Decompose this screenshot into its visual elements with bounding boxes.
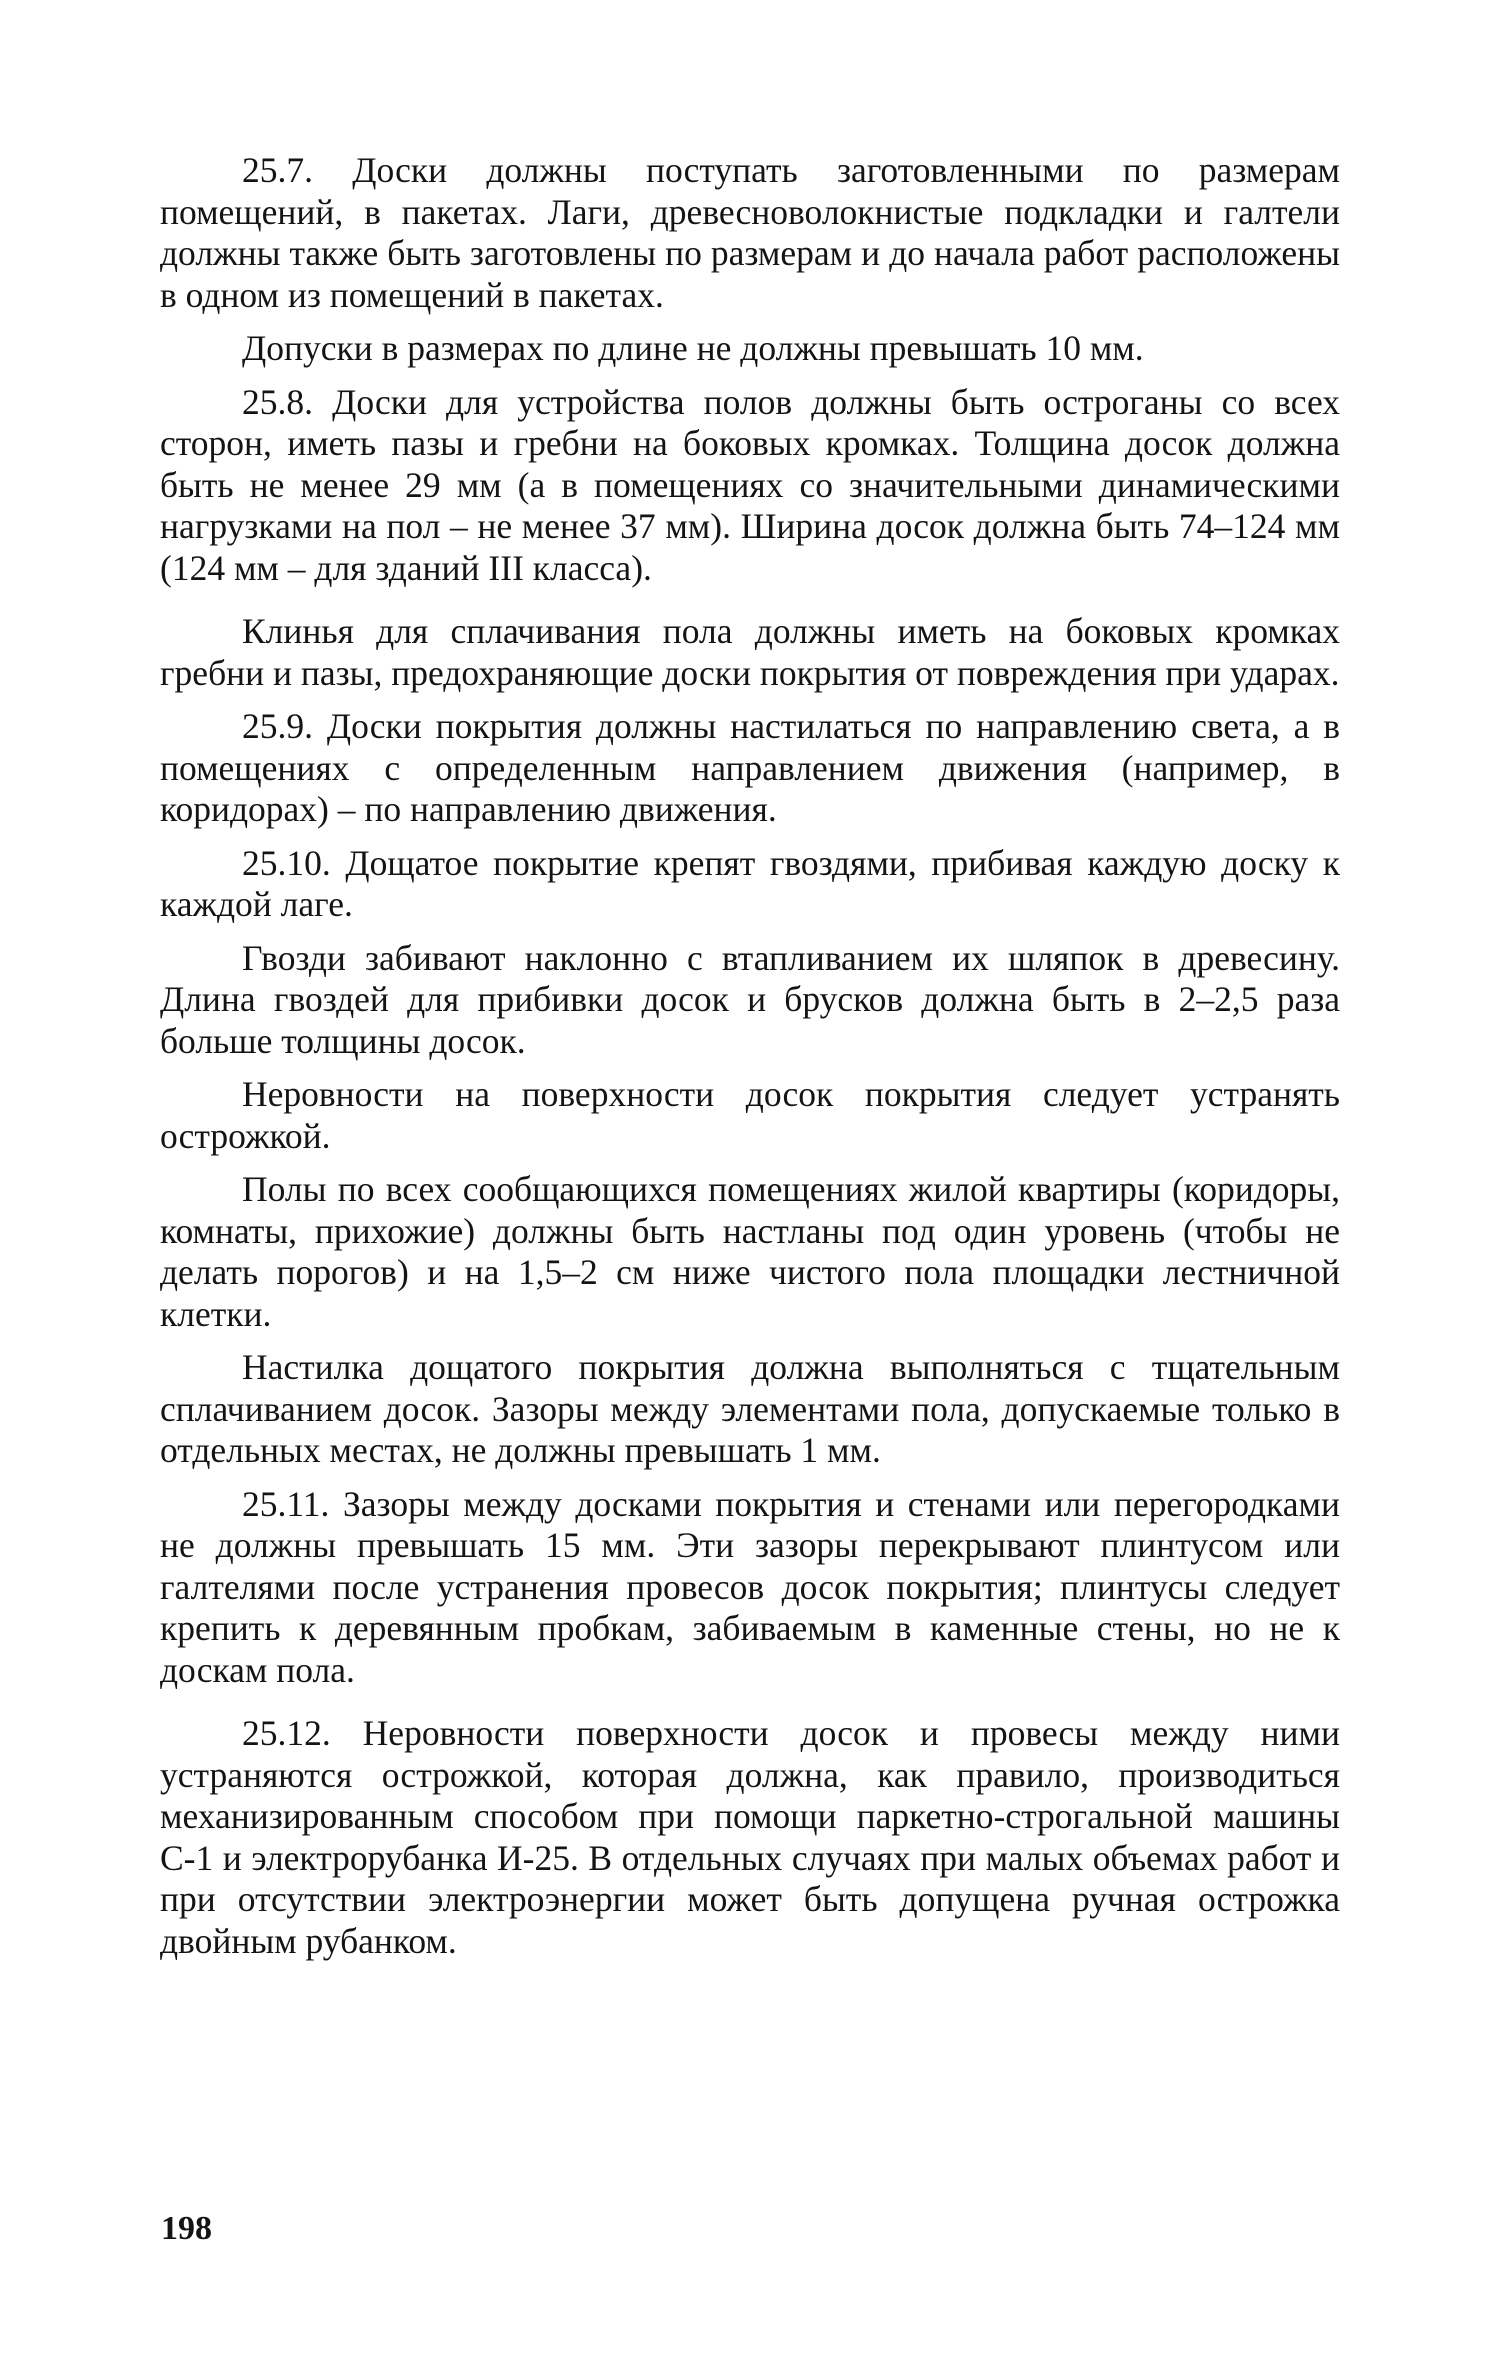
paragraph-25-12: 25.12. Неровности поверхности досок и провесы между ними устраняются острожкой, которая должна, как правило, производиться механизированным способом при помощи паркетно-строгальной машины С-1 и электрорубанка И-25. В отдельных случаях при малых объемах работ и при отсутствии электроэнергии может быть допущена ручная острожка двойным рубанком. (160, 1713, 1340, 1961)
page-number: 198 (161, 2210, 212, 2247)
paragraph-25-7: 25.7. Доски должны поступать заготовленными по размерам помещений, в пакетах. Лаги, древесноволокнистые подкладки и галтели должны также быть заготовлены по размерам и до начала работ расположены в одном из помещений в пакетах. (160, 150, 1340, 315)
paragraph-25-11: 25.11. Зазоры между досками покрытия и стенами или перегородками не должны превышать 15 мм. Эти зазоры перекрывают плинтусом или галтелями после устранения провесов досок покрытия; плинтусы следует крепить к деревянным пробкам, забиваемым в каменные стены, но не к доскам пола. (160, 1483, 1340, 1690)
paragraph-25-10: 25.10. Дощатое покрытие крепят гвоздями, прибивая каждую доску к каждой лаге. (160, 842, 1340, 924)
paragraph-wedges: Клинья для сплачивания пола должны иметь на боковых кромках гребни и пазы, предохраняющие доски покрытия от повреждения при ударах. (160, 611, 1340, 693)
paragraph-unevenness: Неровности на поверхности досок покрытия следует устранять острожкой. (160, 1074, 1340, 1156)
paragraph-nails: Гвозди забивают наклонно с втапливанием их шляпок в древесину. Длина гвоздей для прибивки досок и брусков должна быть в 2–2,5 раза больше толщины досок. (160, 937, 1340, 1061)
paragraph-floor-level: Полы по всех сообщающихся помещениях жилой квартиры (коридоры, комнаты, прихожие) должны быть настланы под один уровень (чтобы не делать порогов) и на 1,5–2 см ниже чистого пола площадки лестничной клетки. (160, 1169, 1340, 1334)
paragraph-tolerances: Допуски в размерах по длине не должны превышать 10 мм. (242, 328, 1144, 368)
body-text (160, 150, 1340, 1962)
paragraph-laying: Настилка дощатого покрытия должна выполняться с тщательным сплачиванием досок. Зазоры между элементами пола, допускаемые только в отдельных местах, не должны превышать 1 мм. (160, 1347, 1340, 1470)
paragraph-25-8: 25.8. Доски для устройства полов должны быть остроганы со всех сторон, иметь пазы и гребни на боковых кромках. Толщина досок должна быть не менее 29 мм (а в помещениях со значительными динамическими нагрузками на пол – не менее 37 мм). Ширина досок должна быть 74–124 мм (124 мм – для зданий III класса). (160, 381, 1340, 588)
paragraph-25-9: 25.9. Доски покрытия должны настилаться по направлению света, а в помещениях с определенным направлением движения (например, в коридорах) – по направлению движения. (160, 706, 1340, 829)
